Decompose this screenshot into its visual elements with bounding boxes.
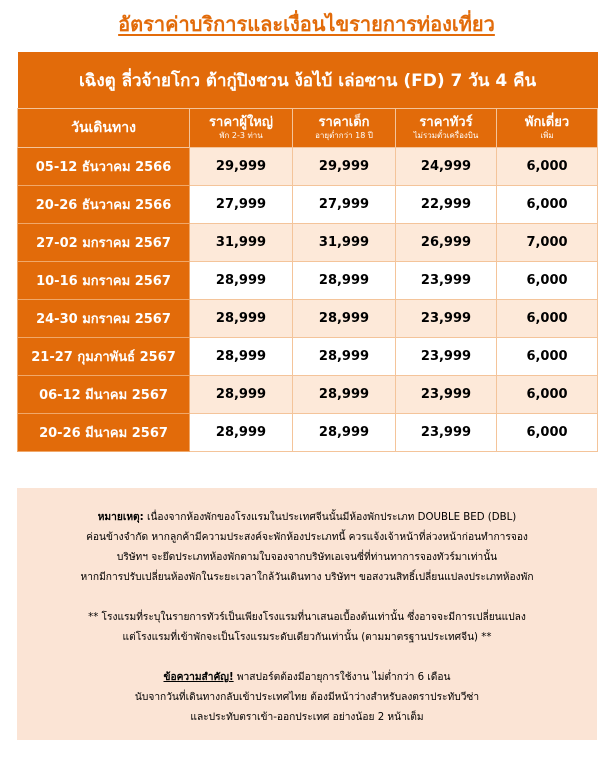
row-tour-price: 23,999 bbox=[396, 376, 497, 414]
important-text: พาสปอร์ตต้องมีอายุการใช้งาน ไม่ต่ำกว่า 6 เดือน bbox=[233, 672, 451, 683]
row-tour-price: 23,999 bbox=[396, 300, 497, 338]
header-tour-label: ราคาทัวร์ bbox=[419, 115, 473, 130]
row-child-price: 28,999 bbox=[293, 262, 396, 300]
header-adult bbox=[190, 109, 293, 148]
header-child-sub: อายุต่ำกว่า 18 ปี bbox=[315, 131, 373, 140]
table-row bbox=[18, 300, 598, 338]
table-row bbox=[18, 376, 598, 414]
remark-line: บริษัทฯ จะยึดประเภทห้องพักตามใบจองจากบริษัทเอเจนซี่ที่ท่านทาการจองทัวร์มาเท่านั้น bbox=[116, 552, 498, 563]
spacer bbox=[23, 588, 591, 608]
row-date: 06-12 มีนาคม 2567 bbox=[18, 376, 190, 414]
remark-line bbox=[23, 508, 591, 528]
row-child-price: 28,999 bbox=[293, 414, 396, 452]
header-date-label: วันเดินทาง bbox=[71, 119, 136, 136]
row-date: 10-16 มกราคม 2567 bbox=[18, 262, 190, 300]
row-single-supplement: 6,000 bbox=[497, 262, 598, 300]
header-tour-sub: ไม่รวมตั๋วเครื่องบิน bbox=[413, 131, 479, 140]
header-date bbox=[18, 109, 190, 148]
table-row bbox=[18, 338, 598, 376]
row-adult-price: 28,999 bbox=[190, 300, 293, 338]
header-single-sub: เพิ่ม bbox=[540, 131, 554, 140]
row-child-price: 28,999 bbox=[293, 338, 396, 376]
row-adult-price: 31,999 bbox=[190, 224, 293, 262]
table-row bbox=[18, 186, 598, 224]
remark-text: เนื่องจากห้องพักของโรงแรมในประเทศจีนนั้นมีห้องพักประเภท DOUBLE BED (DBL) bbox=[143, 512, 517, 523]
row-child-price: 31,999 bbox=[293, 224, 396, 262]
row-tour-price: 23,999 bbox=[396, 414, 497, 452]
row-tour-price: 26,999 bbox=[396, 224, 497, 262]
row-date: 05-12 ธันวาคม 2566 bbox=[18, 148, 190, 186]
hotel-note-line: แต่โรงแรมที่เข้าพักจะเป็นโรงแรมระดับเดียวกันเท่านั้น (ตามมาตรฐานประเทศจีน) ** bbox=[122, 632, 492, 643]
header-adult-sub: พัก 2-3 ท่าน bbox=[219, 131, 263, 140]
row-date: 20-26 ธันวาคม 2566 bbox=[18, 186, 190, 224]
row-date: 27-02 มกราคม 2567 bbox=[18, 224, 190, 262]
row-adult-price: 28,999 bbox=[190, 376, 293, 414]
important-line bbox=[23, 668, 591, 688]
table-row bbox=[18, 262, 598, 300]
notes-box bbox=[17, 488, 597, 740]
tour-title: เฉิงตู ลี่วจ้ายโกว ต้ากู่ปิงชวน ง้อไบ้ เล่อซาน (FD) 7 วัน 4 คืน bbox=[18, 52, 598, 109]
row-date: 21-27 กุมภาพันธ์ 2567 bbox=[18, 338, 190, 376]
important-line: และประทับตราเข้า-ออกประเทศ อย่างน้อย 2 หน้าเต็ม bbox=[190, 712, 424, 723]
row-single-supplement: 6,000 bbox=[497, 338, 598, 376]
row-single-supplement: 6,000 bbox=[497, 186, 598, 224]
important-label: ข้อความสำคัญ! bbox=[163, 672, 234, 683]
row-single-supplement: 6,000 bbox=[497, 300, 598, 338]
table-row bbox=[18, 224, 598, 262]
row-date: 24-30 มกราคม 2567 bbox=[18, 300, 190, 338]
row-date: 20-26 มีนาคม 2567 bbox=[18, 414, 190, 452]
row-child-price: 29,999 bbox=[293, 148, 396, 186]
header-single bbox=[497, 109, 598, 148]
header-adult-label: ราคาผู้ใหญ่ bbox=[209, 115, 273, 130]
row-single-supplement: 7,000 bbox=[497, 224, 598, 262]
hotel-note-line: ** โรงแรมที่ระบุในรายการทัวร์เป็นเพียงโรงแรมที่นาเสนอเบื้องต้นเท่านั้น ซึ่งอาจจะมีการเปลี่ยนแปลง bbox=[88, 612, 526, 623]
row-adult-price: 28,999 bbox=[190, 338, 293, 376]
page-title: อัตราค่าบริการและเงื่อนไขรายการท่องเที่ยว bbox=[118, 12, 495, 36]
row-adult-price: 28,999 bbox=[190, 262, 293, 300]
price-table bbox=[17, 52, 598, 452]
spacer bbox=[23, 648, 591, 668]
table-header-row bbox=[18, 109, 598, 148]
row-tour-price: 24,999 bbox=[396, 148, 497, 186]
row-adult-price: 27,999 bbox=[190, 186, 293, 224]
row-tour-price: 23,999 bbox=[396, 262, 497, 300]
row-child-price: 28,999 bbox=[293, 376, 396, 414]
row-child-price: 28,999 bbox=[293, 300, 396, 338]
row-adult-price: 29,999 bbox=[190, 148, 293, 186]
row-single-supplement: 6,000 bbox=[497, 148, 598, 186]
table-row bbox=[18, 414, 598, 452]
remark-label: หมายเหตุ: bbox=[97, 512, 144, 523]
row-tour-price: 23,999 bbox=[396, 338, 497, 376]
row-single-supplement: 6,000 bbox=[497, 376, 598, 414]
row-tour-price: 22,999 bbox=[396, 186, 497, 224]
header-child-label: ราคาเด็ก bbox=[318, 115, 370, 130]
header-single-label: พักเดี่ยว bbox=[524, 115, 570, 130]
remark-line: ค่อนข้างจำกัด หากลูกค้ามีความประสงค์จะพักห้องประเภทนี้ ควรแจ้งเจ้าหน้าที่ล่วงหน้าก่อนทำการจอง bbox=[86, 532, 528, 543]
row-single-supplement: 6,000 bbox=[497, 414, 598, 452]
header-tour bbox=[396, 109, 497, 148]
table-row bbox=[18, 148, 598, 186]
important-line: นับจากวันที่เดินทางกลับเข้าประเทศไทย ต้องมีหน้าว่างสำหรับลงตราประทับวีซ่า bbox=[134, 692, 480, 703]
remark-line: หากมีการปรับเปลี่ยนห้องพักในระยะเวลาใกล้วันเดินทาง บริษัทฯ ขอสงวนสิทธิ์เปลี่ยนแปลงประเภทห้องพัก bbox=[80, 572, 534, 583]
row-child-price: 27,999 bbox=[293, 186, 396, 224]
row-adult-price: 28,999 bbox=[190, 414, 293, 452]
header-child bbox=[293, 109, 396, 148]
